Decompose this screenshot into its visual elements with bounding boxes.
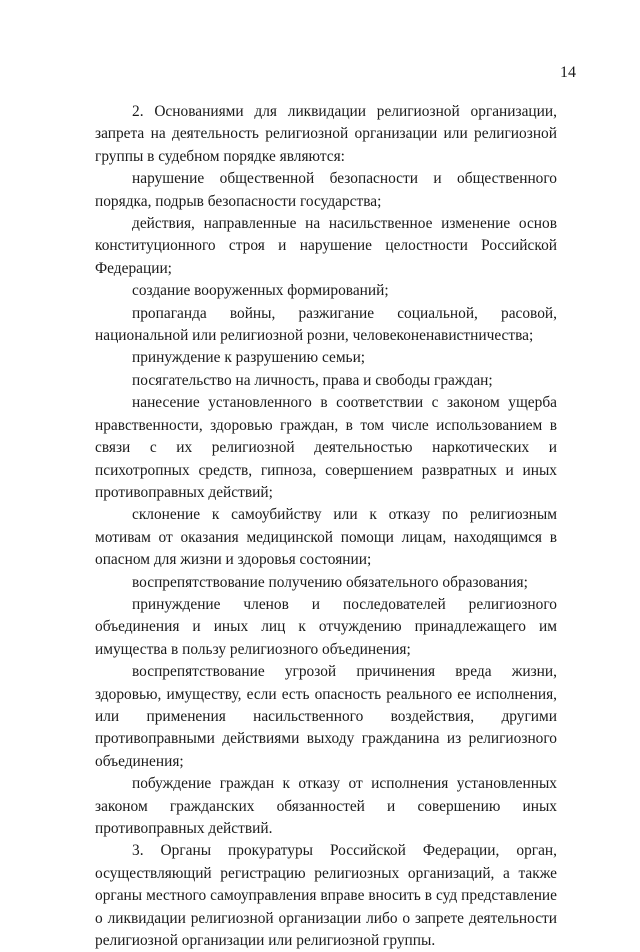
paragraph-war-propaganda: пропаганда войны, разжигание социальной, расовой, национальной или религиозной розни, человеконенавистничества; xyxy=(95,304,557,345)
paragraph-civic-duties-refusal: побуждение граждан к отказу от исполнения установленных законом гражданских обязанностей и совершению иных противоправных действий. xyxy=(95,775,557,837)
paragraph-property-coercion: принуждение членов и последователей религиозного объединения и иных лиц к отчуждению принадлежащего им имущества в пользу религиозного объединения; xyxy=(95,595,557,658)
paragraph-suicide-inducement: склонение к самоубийству или к отказу по религиозным мотивам от оказания медицинской помощи лицам, находящимся в опасном для жизни и здоровья состоянии; xyxy=(95,506,557,569)
paragraph-education-obstruction: воспрепятствование получению обязательного образования; xyxy=(132,573,528,591)
page-number: 14 xyxy=(560,64,576,81)
paragraph-exit-obstruction: воспрепятствование угрозой причинения вреда жизни, здоровью, имуществу, если есть опасность реального ее исполнения, или применения насильственного воздействия, другими противоправными действиями выходу гражданина из религиозного объединения; xyxy=(95,663,557,770)
paragraph-armed-formations: создание вооруженных формирований; xyxy=(132,282,389,300)
paragraph-grounds-intro: 2. Основаниями для ликвидации религиозной организации, запрета на деятельность религиозной организации или религиозной группы в судебном порядке являются: xyxy=(95,103,557,165)
paragraph-constitutional-order: действия, направленные на насильственное изменение основ конституционного строя и нарушение целостности Российской Федерации; xyxy=(95,215,557,277)
paragraph-health-harm: нанесение установленного в соответствии с законом ущерба нравственности, здоровью граждан, в том числе использованием в связи с их религиозной деятельностью наркотических и психотропных средств, гипноза, совершением развратных и иных противоправных действий; xyxy=(95,394,557,501)
paragraph-rights-infringement: посягательство на личность, права и свободы граждан; xyxy=(132,371,493,389)
paragraph-family-destruction: принуждение к разрушению семьи; xyxy=(132,349,366,367)
document-body xyxy=(95,101,557,952)
paragraph-public-security: нарушение общественной безопасности и общественного порядка, подрыв безопасности государства; xyxy=(95,170,557,210)
paragraph-prosecution-bodies: 3. Органы прокуратуры Российской Федерации, орган, осуществляющий регистрацию религиозных организаций, а также органы местного самоуправления вправе вносить в суд представление о ликвидации религиозной организации либо о запрете деятельности религиозной организации или религиозной группы. xyxy=(95,842,557,950)
